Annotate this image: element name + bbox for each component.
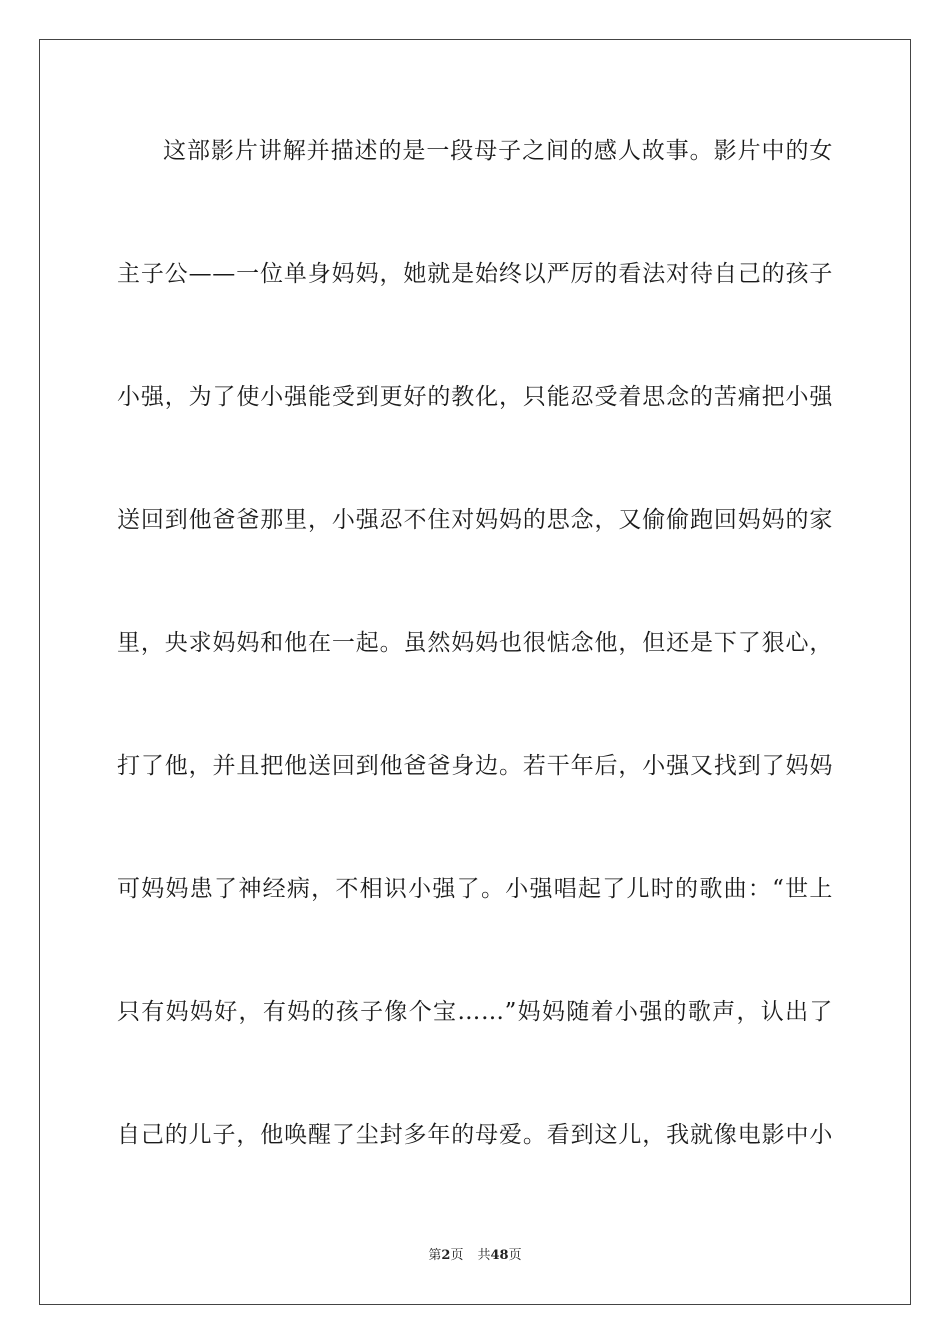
total-suffix: 页 bbox=[508, 1248, 522, 1263]
paragraph-line-1: 这部影片讲解并描述的是一段母子之间的感人故事。影片中的女 bbox=[163, 138, 833, 164]
page-footer bbox=[0, 1247, 950, 1265]
paragraph-line-8: 只有妈妈好，有妈的孩子像个宝……”妈妈随着小强的歌声，认出了 bbox=[117, 999, 833, 1025]
page-prefix: 第 bbox=[428, 1248, 442, 1263]
paragraph-line-6: 打了他，并且把他送回到他爸爸身边。若干年后，小强又找到了妈妈 bbox=[117, 753, 833, 779]
total-prefix: 共 bbox=[477, 1248, 491, 1263]
paragraph-line-5: 里，央求妈妈和他在一起。虽然妈妈也很惦念他，但还是下了狠心， bbox=[117, 630, 833, 656]
page-suffix: 页 bbox=[450, 1248, 464, 1263]
paragraph-line-9: 自己的儿子，他唤醒了尘封多年的母爱。看到这儿，我就像电影中小 bbox=[117, 1122, 833, 1148]
page-number: 2 bbox=[441, 1248, 451, 1263]
paragraph-line-3: 小强，为了使小强能受到更好的教化，只能忍受着思念的苦痛把小强 bbox=[117, 384, 833, 410]
page-border bbox=[39, 39, 911, 1305]
total-pages: 48 bbox=[490, 1248, 509, 1263]
paragraph-line-4: 送回到他爸爸那里，小强忍不住对妈妈的思念，又偷偷跑回妈妈的家 bbox=[117, 507, 833, 533]
paragraph-line-7: 可妈妈患了神经病，不相识小强了。小强唱起了儿时的歌曲：“世上 bbox=[117, 876, 833, 902]
paragraph-line-2: 主子公——一位单身妈妈，她就是始终以严厉的看法对待自己的孩子 bbox=[117, 261, 833, 287]
